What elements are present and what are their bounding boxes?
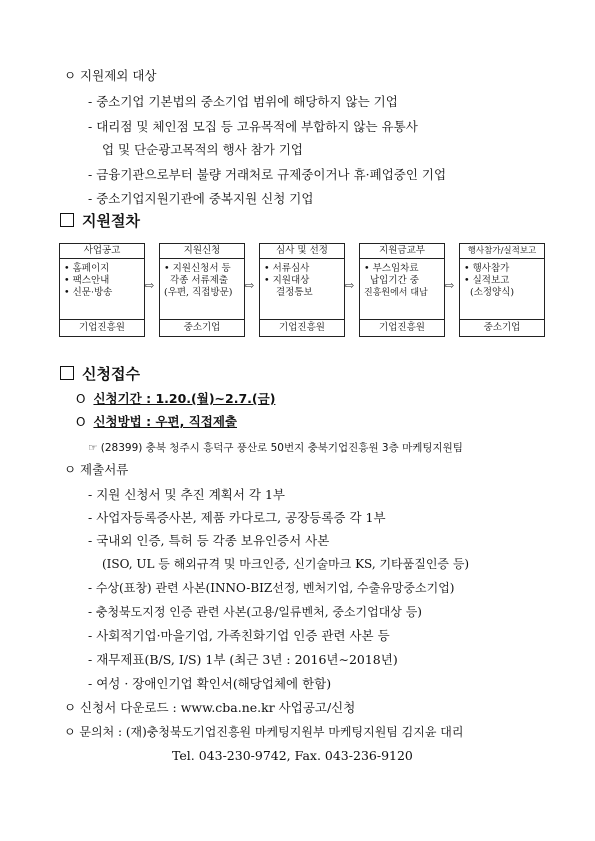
step-owner: 중소기업 [183, 322, 221, 333]
step-owner: 기업진흥원 [79, 322, 125, 333]
arrow-right-icon: ⇨ [345, 279, 355, 292]
step-title: 행사참가/실적보고 [460, 244, 544, 259]
application-heading [60, 365, 140, 383]
step-title: 심사 및 선정 [260, 244, 344, 259]
application-period [76, 391, 275, 407]
docs-item: - 재무제표(B/S, I/S) 1부 (최근 3년 : 2016년∼2018년) [88, 652, 398, 667]
step-line: 납입기간 중 [370, 275, 419, 286]
exclusion-item: - 금융기관으로부터 불량 거래처로 규제중이거나 휴·폐업중인 기업 [88, 167, 447, 182]
process-step-review [259, 243, 345, 337]
step-title: 지원신청 [160, 244, 244, 259]
step-line: • 서류심사 [264, 263, 310, 274]
step-body [460, 259, 544, 320]
procedure-heading-text: 지원절차 [82, 212, 140, 230]
step-line: • 지원대상 [264, 275, 310, 286]
step-line: 각종 서류제출 [170, 275, 229, 286]
circle-marker: O [76, 392, 86, 406]
step-title: 사업공고 [60, 244, 144, 259]
step-line: • 홈페이지 [64, 263, 110, 274]
exclusion-item: - 중소기업 기본법의 중소기업 범위에 해당하지 않는 기업 [88, 94, 398, 109]
exclusion-item: - 대리점 및 체인점 모집 등 고유목적에 부합하지 않는 유통사 [88, 119, 418, 134]
docs-item: - 지원 신청서 및 추진 계획서 각 1부 [88, 487, 285, 502]
process-step-grant [359, 243, 445, 337]
step-owner: 중소기업 [483, 322, 521, 333]
circle-marker: O [76, 415, 86, 429]
square-bullet-icon [60, 213, 74, 227]
docs-item: - 수상(표창) 관련 사본(INNO-BIZ선정, 벤처기업, 수출유망중소기업) [88, 581, 455, 595]
step-body [160, 259, 244, 320]
step-owner: 기업진흥원 [379, 322, 425, 333]
arrow-right-icon: ⇨ [445, 279, 455, 292]
exclusion-title: ㅇ 지원제외 대상 [64, 68, 157, 83]
exclusion-item-continued: 업 및 단순광고목적의 행사 참가 기업 [102, 142, 303, 157]
download-info: ㅇ 신청서 다운로드 : www.cba.ne.kr 사업공고/신청 [64, 700, 356, 715]
step-title: 지원금교부 [360, 244, 444, 259]
step-body [60, 259, 144, 320]
step-body [260, 259, 344, 320]
step-line: 진흥원에서 대납 [364, 288, 428, 298]
phone-fax: Tel. 043-230-9742, Fax. 043-236-9120 [172, 748, 413, 763]
period-text: 신청기간 : 1.20.(월)∼2.7.(금) [93, 391, 276, 406]
docs-item-continued: (ISO, UL 등 해외규격 및 마크인증, 신기술마크 KS, 기타품질인증 등) [102, 557, 470, 571]
docs-item: - 국내외 인증, 특허 등 각종 보유인증서 사본 [88, 533, 330, 548]
step-line: • 지원신청서 등 [164, 263, 231, 274]
exclusion-item: - 중소기업지원기관에 중복지원 신청 기업 [88, 191, 314, 206]
step-line: (우편, 직접방문) [164, 287, 233, 298]
step-line: 결정통보 [276, 287, 313, 298]
mailing-address: ☞ (28399) 충북 청주시 흥덕구 풍산로 50번지 충북기업진흥원 3층 마케팅지원팀 [88, 442, 463, 454]
docs-item: - 사업자등록증사본, 제품 카다로그, 공장등록증 각 1부 [88, 510, 386, 525]
arrow-right-icon: ⇨ [245, 279, 255, 292]
application-heading-text: 신청접수 [82, 365, 140, 383]
step-line: • 부스임차료 [364, 263, 419, 274]
step-body [360, 259, 444, 320]
step-line: • 실적보고 [464, 275, 510, 286]
contact-info: ㅇ 문의처 : (재)충청북도기업진흥원 마케팅지원부 마케팅지원팀 김지윤 대리 [64, 725, 464, 739]
square-bullet-icon [60, 366, 74, 380]
process-step-application [159, 243, 245, 337]
method-text: 신청방법 : 우편, 직접제출 [93, 414, 238, 429]
docs-title: ㅇ 제출서류 [64, 462, 129, 477]
process-step-report [459, 243, 545, 337]
process-step-announcement [59, 243, 145, 337]
step-line: (소정양식) [470, 287, 515, 298]
docs-item: - 사회적기업·마을기업, 가족친화기업 인증 관련 사본 등 [88, 628, 390, 643]
arrow-right-icon: ⇨ [145, 279, 155, 292]
step-line: • 신문·방송 [64, 287, 113, 298]
docs-item: - 여성 · 장애인기업 확인서(해당업체에 한함) [88, 676, 332, 691]
step-line: • 팩스안내 [64, 275, 110, 286]
docs-item: - 충청북도지정 인증 관련 사본(고용/일류벤처, 중소기업대상 등) [88, 605, 422, 619]
step-line: • 행사참가 [464, 263, 510, 274]
application-method [76, 414, 237, 430]
step-owner: 기업진흥원 [279, 322, 325, 333]
procedure-heading [60, 212, 140, 230]
